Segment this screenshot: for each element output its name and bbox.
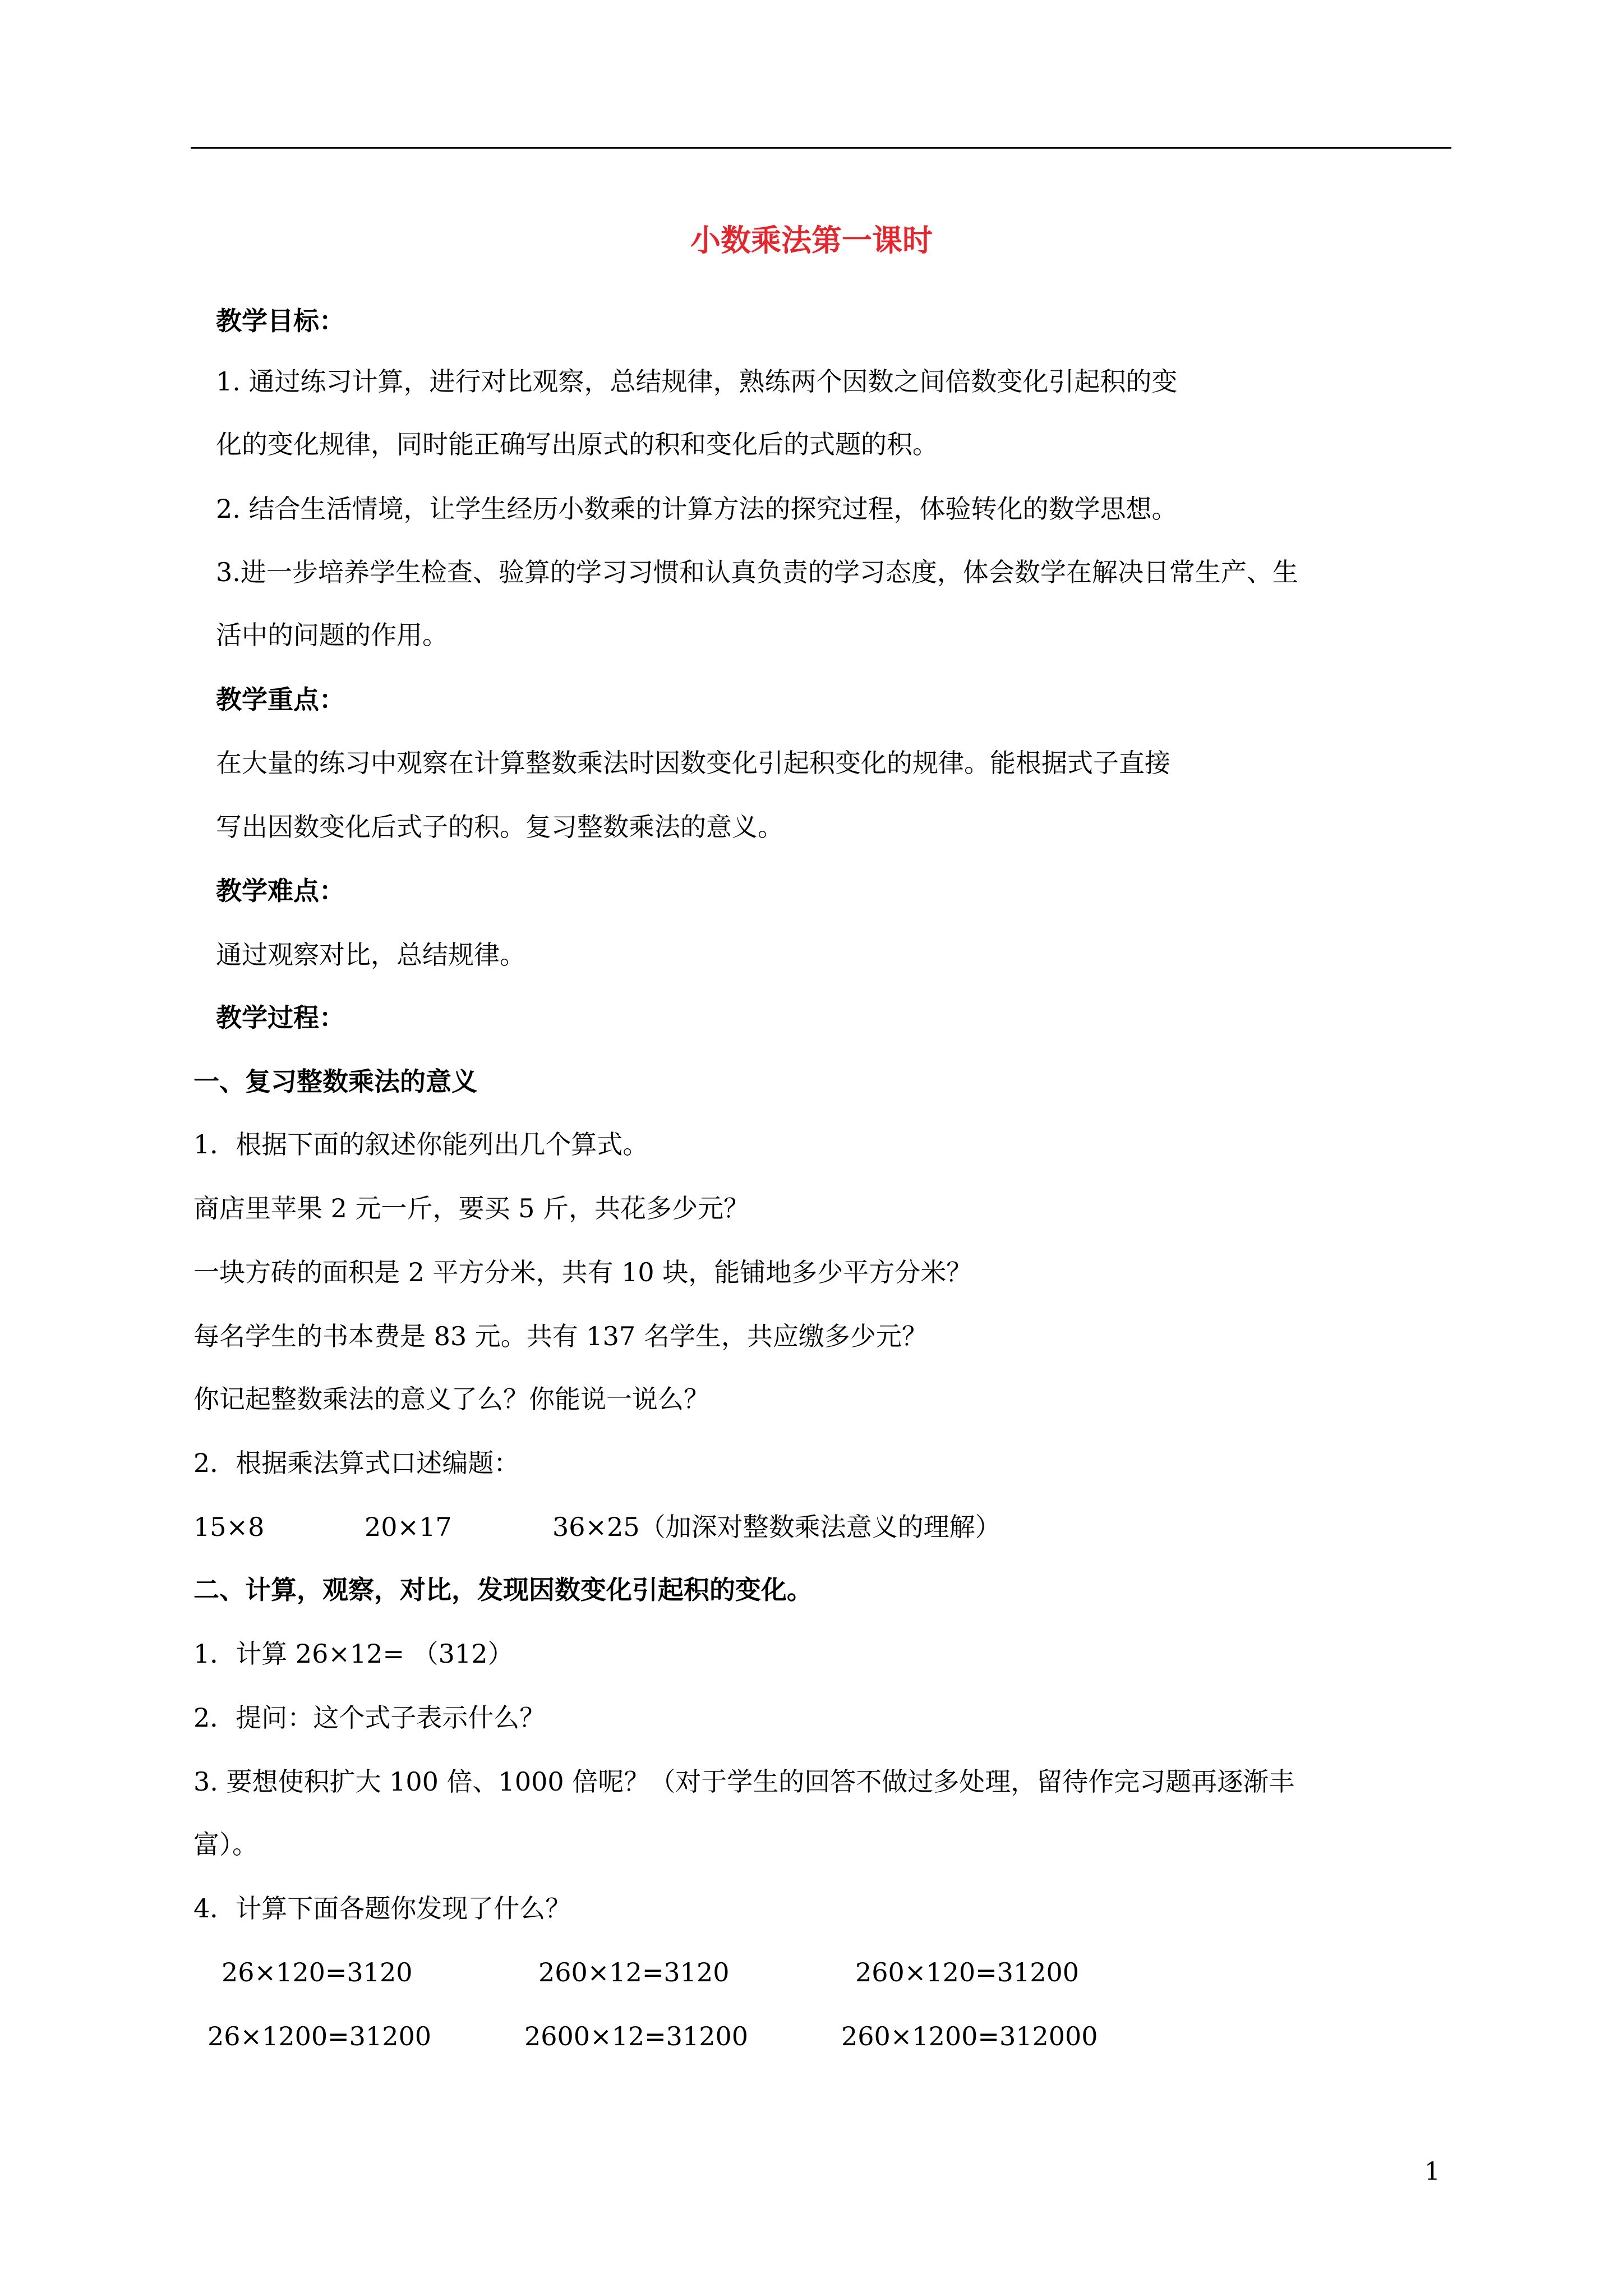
equation-row1-col1: 26×120=3120 <box>222 1957 413 1987</box>
equation-row2-col2: 2600×12=31200 <box>524 2021 749 2051</box>
objective-1-line-1: 1. 通过练习计算，进行对比观察，总结规律，熟练两个因数之间倍数变化引起积的变 <box>216 366 1178 397</box>
section-2-question-3-line-2: 富）。 <box>193 1829 258 1860</box>
section-2-question-4: 4．计算下面各题你发现了什么？ <box>193 1893 571 1924</box>
section-2-heading: 二、计算，观察，对比，发现因数变化引起积的变化。 <box>193 1575 813 1605</box>
section-1-statement-2: 一块方砖的面积是 2 平方分米，共有 10 块，能铺地多少平方分米？ <box>193 1257 972 1287</box>
section-1-heading: 一、复习整数乘法的意义 <box>193 1066 477 1097</box>
expression-2: 20×17 <box>365 1512 452 1542</box>
section-1-statement-3: 每名学生的书本费是 83 元。共有 137 名学生，共应缴多少元？ <box>193 1321 928 1351</box>
expression-3: 36×25（加深对整数乘法意义的理解） <box>552 1512 1001 1542</box>
section-1-statement-4: 你记起整数乘法的意义了么？你能说一说么？ <box>193 1384 709 1414</box>
document-title: 小数乘法第一课时 <box>690 222 933 258</box>
equation-row2-col3: 260×1200=312000 <box>841 2021 1098 2051</box>
objective-2: 2. 结合生活情境，让学生经历小数乘的计算方法的探究过程，体验转化的数学思想。 <box>216 494 1178 524</box>
objective-3-line-2: 活中的问题的作用。 <box>216 620 448 650</box>
equation-row1-col3: 260×120=31200 <box>855 1957 1080 1987</box>
section-1-statement-1: 商店里苹果 2 元一斤，要买 5 斤，共花多少元？ <box>193 1193 750 1223</box>
key-points-heading: 教学重点： <box>216 684 345 715</box>
difficult-points-heading: 教学难点： <box>216 876 345 906</box>
process-heading: 教学过程： <box>216 1002 345 1033</box>
difficult-points-line-1: 通过观察对比，总结规律。 <box>216 940 525 970</box>
equation-row1-col2: 260×12=3120 <box>538 1957 730 1987</box>
section-2-question-2: 2．提问：这个式子表示什么？ <box>193 1703 546 1733</box>
section-1-question-2: 2．根据乘法算式口述编题： <box>193 1448 520 1478</box>
objective-3-line-1: 3.进一步培养学生检查、验算的学习习惯和认真负责的学习态度，体会数学在解决日常生产、生 <box>216 557 1298 587</box>
section-2-question-1: 1．计算 26×12= （312） <box>193 1639 514 1669</box>
expression-1: 15×8 <box>193 1512 265 1542</box>
key-points-line-2: 写出因数变化后式子的积。复习整数乘法的意义。 <box>216 812 783 842</box>
equation-row2-col1: 26×1200=31200 <box>208 2021 432 2051</box>
key-points-line-1: 在大量的练习中观察在计算整数乘法时因数变化引起积变化的规律。能根据式子直接 <box>216 748 1170 778</box>
objective-1-line-2: 化的变化规律，同时能正确写出原式的积和变化后的式题的积。 <box>216 429 938 459</box>
header-rule <box>191 147 1451 149</box>
section-1-question-1: 1．根据下面的叙述你能列出几个算式。 <box>193 1129 649 1159</box>
page-number: 1 <box>1424 2157 1440 2186</box>
objectives-heading: 教学目标： <box>216 306 345 336</box>
section-2-question-3-line-1: 3. 要想使积扩大 100 倍、1000 倍呢？（对于学生的回答不做过多处理，留待作完习题再逐渐丰 <box>193 1766 1295 1797</box>
